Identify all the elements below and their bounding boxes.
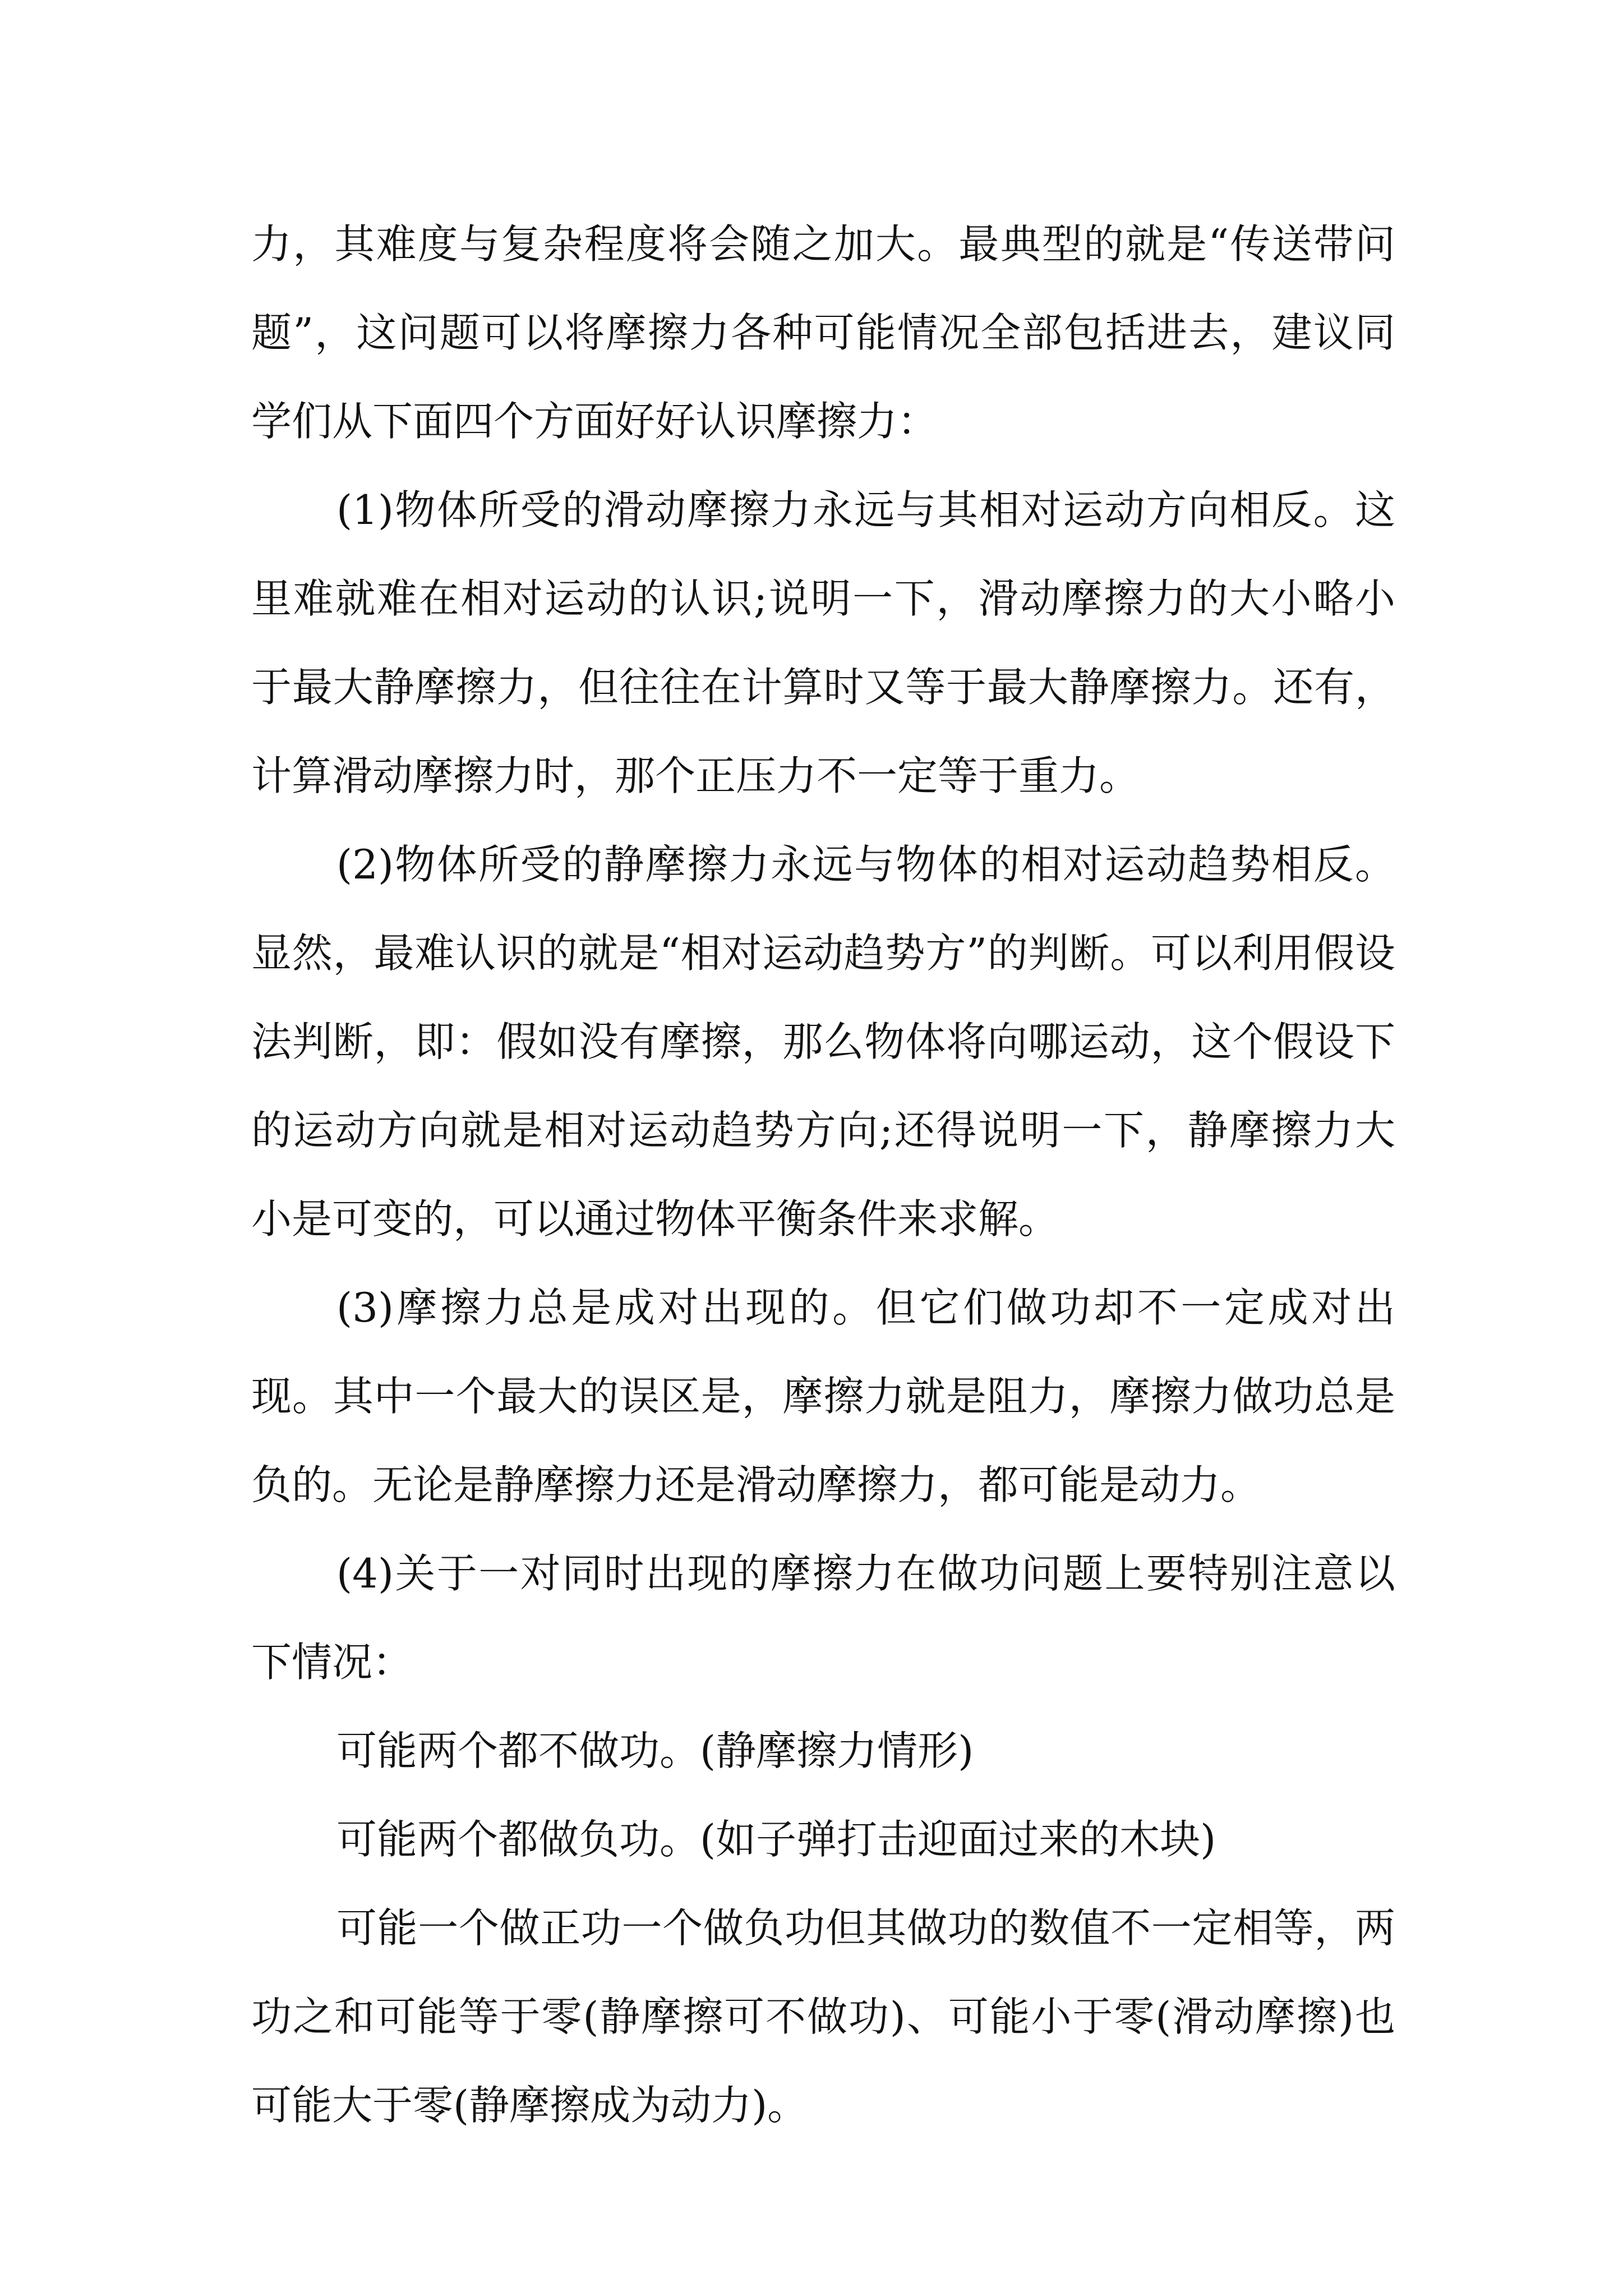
paragraph-point-1: (1)物体所受的滑动摩擦力永远与其相对运动方向相反。这里难就难在相对运动的认识;说明一下，滑动摩擦力的大小略小于最大静摩擦力，但往往在计算时又等于最大静摩擦力。还有，计算滑动摩擦力时，那个正压力不一定等于重力。 (251, 486, 1395, 799)
paragraph-point-3: (3)摩擦力总是成对出现的。但它们做功却不一定成对出现。其中一个最大的误区是，摩擦力就是阻力，摩擦力做功总是负的。无论是静摩擦力还是滑动摩擦力，都可能是动力。 (251, 1284, 1395, 1508)
paragraph-case-2: 可能两个都做负功。(如子弹打击迎面过来的木块) (336, 1816, 1216, 1863)
paragraph-continuation: 力，其难度与复杂程度将会随之加大。最典型的就是“传送带问题”，这问题可以将摩擦力各种可能情况全部包括进去，建议同学们从下面四个方面好好认识摩擦力： (251, 220, 1395, 445)
paragraph-case-3: 可能一个做正功一个做负功但其做功的数值不一定相等，两功之和可能等于零(静摩擦可不做功)、可能小于零(滑动摩擦)也可能大于零(静摩擦成为动力)。 (251, 1904, 1395, 2129)
document-body (251, 200, 1395, 2150)
paragraph-case-1: 可能两个都不做功。(静摩擦力情形) (336, 1727, 974, 1774)
paragraph-point-2: (2)物体所受的静摩擦力永远与物体的相对运动趋势相反。显然，最难认识的就是“相对运动趋势方”的判断。可以利用假设法判断，即：假如没有摩擦，那么物体将向哪运动，这个假设下的运动方向就是相对运动趋势方向;还得说明一下，静摩擦力大小是可变的，可以通过物体平衡条件来求解。 (251, 841, 1395, 1243)
paragraph-point-4: (4)关于一对同时出现的摩擦力在做功问题上要特别注意以下情况： (251, 1550, 1395, 1686)
